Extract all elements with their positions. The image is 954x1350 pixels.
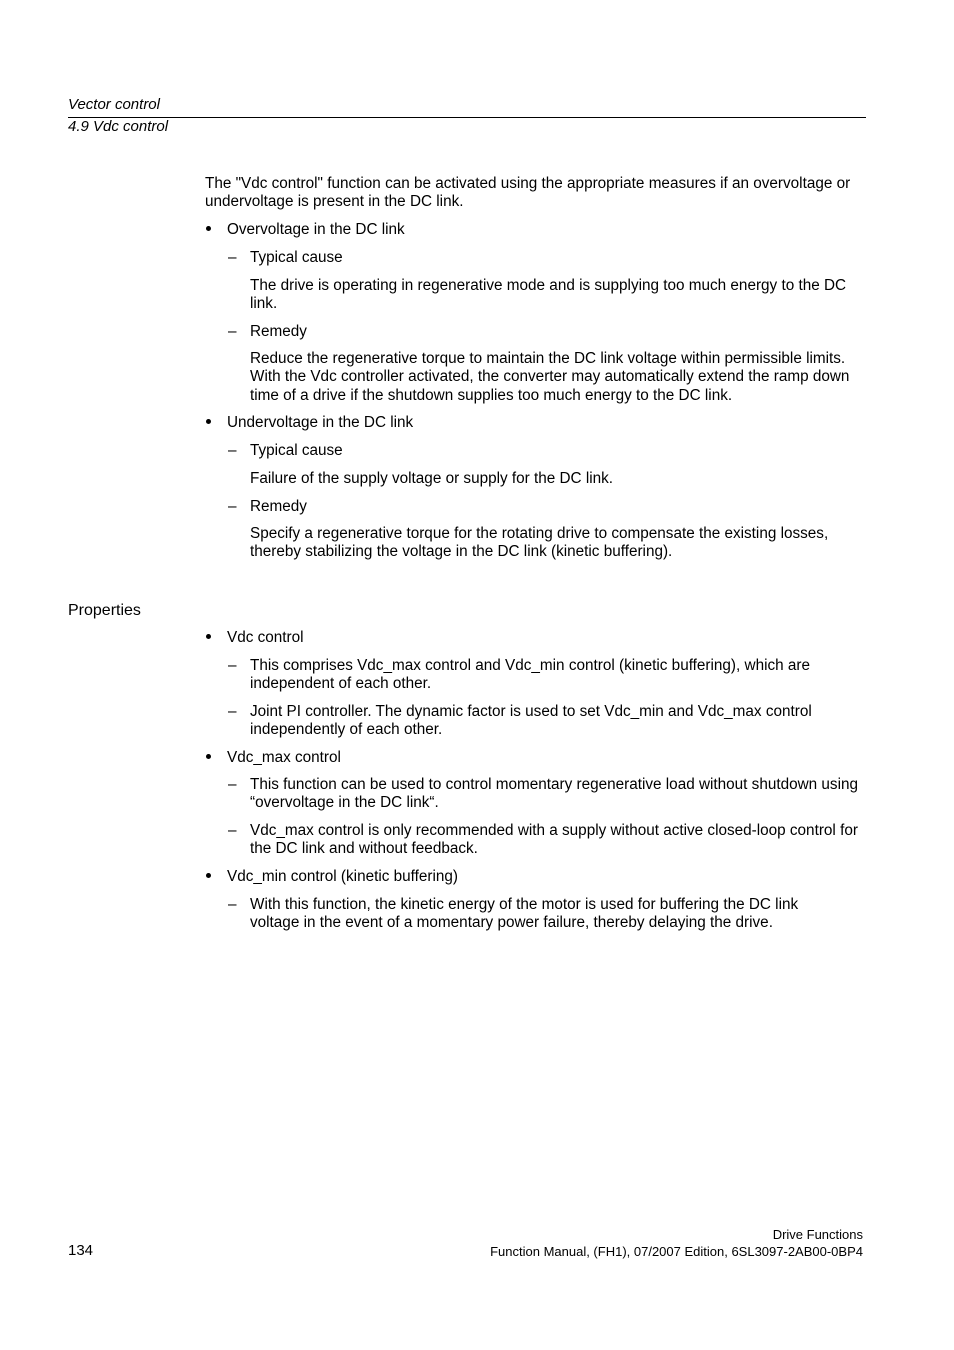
vdc-min-item-1: With this function, the kinetic energy of the motor is used for buffering the DC link voltage in the event of a momentary power failure, thereby delaying the drive. [250, 896, 799, 932]
vdc-control-item-1: This comprises Vdc_max control and Vdc_min control (kinetic buffering), which are independent of each other. [250, 657, 810, 693]
properties-heading: Properties [68, 602, 141, 619]
undervoltage-cause-text: Failure of the supply voltage or supply for the DC link. [250, 470, 614, 487]
footer-manual: Function Manual, (FH1), 07/2007 Edition, 6SL3097-2AB00-0BP4 [490, 1244, 863, 1259]
vdc-control-title: Vdc control [227, 629, 304, 646]
overvoltage-cause-text: The drive is operating in regenerative mode and is supplying too much energy to the DC link. [250, 277, 847, 313]
dash-icon: – [228, 498, 237, 515]
bullet-icon [206, 226, 211, 231]
dash-icon: – [228, 776, 237, 793]
overvoltage-title: Overvoltage in the DC link [227, 221, 405, 238]
overvoltage-remedy-label: Remedy [250, 323, 307, 340]
overvoltage-cause-label: Typical cause [250, 249, 343, 266]
undervoltage-title: Undervoltage in the DC link [227, 414, 414, 431]
dash-icon: – [228, 703, 237, 720]
header-rule [68, 117, 866, 118]
bullet-icon [206, 873, 211, 878]
intro-paragraph: The "Vdc control" function can be activated using the appropriate measures if an overvoltage or undervoltage is present in the DC link. [205, 175, 851, 211]
running-header-chapter: Vector control [68, 96, 160, 113]
dash-icon: – [228, 822, 237, 839]
vdc-control-item-2: Joint PI controller. The dynamic factor is used to set Vdc_min and Vdc_max control independently of each other. [250, 703, 812, 739]
overvoltage-remedy-text: Reduce the regenerative torque to maintain the DC link voltage within permissible limits. With the Vdc controller activated, the converter may automatically extend the ramp down time of a drive if the shutdown supplies too much energy to the DC link. [250, 350, 850, 404]
footer-title: Drive Functions [772, 1227, 863, 1242]
dash-icon: – [228, 442, 237, 459]
bullet-icon [206, 754, 211, 759]
bullet-icon [206, 634, 211, 639]
dash-icon: – [228, 896, 237, 913]
dash-icon: – [228, 249, 237, 266]
bullet-icon [206, 419, 211, 424]
running-header-section: 4.9 Vdc control [68, 118, 169, 135]
page-number: 134 [68, 1242, 94, 1259]
dash-icon: – [228, 323, 237, 340]
dash-icon: – [228, 657, 237, 674]
vdc-max-title: Vdc_max control [227, 749, 341, 766]
vdc-max-item-1: This function can be used to control momentary regenerative load without shutdown using “overvoltage in the DC link“. [250, 776, 858, 812]
undervoltage-remedy-text: Specify a regenerative torque for the rotating drive to compensate the existing losses, thereby stabilizing the voltage in the DC link (kinetic buffering). [250, 525, 829, 561]
undervoltage-cause-label: Typical cause [250, 442, 343, 459]
undervoltage-remedy-label: Remedy [250, 498, 307, 515]
vdc-max-item-2: Vdc_max control is only recommended with a supply without active closed-loop control for the DC link and without feedback. [250, 822, 858, 858]
vdc-min-title: Vdc_min control (kinetic buffering) [227, 868, 458, 885]
